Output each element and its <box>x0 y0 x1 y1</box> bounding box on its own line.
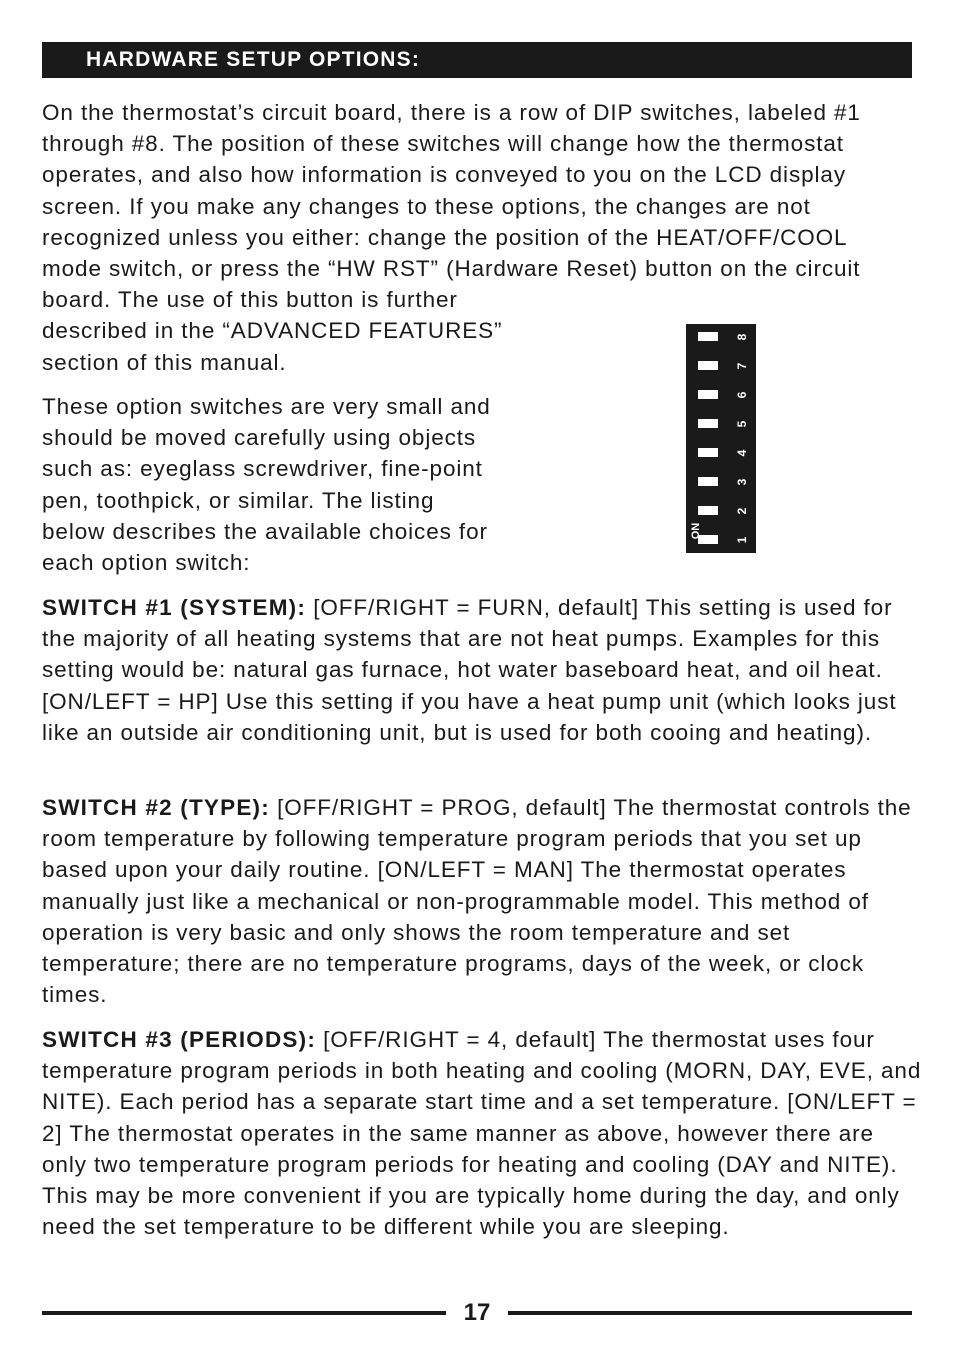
section-header <box>42 42 912 78</box>
switch-3-text: [OFF/RIGHT = 4, default] The thermostat uses four temperature program periods in both heating and cooling (MORN, DAY, EVE, and NITE). Each period has a separate start time and a set temperature. [ON/LEFT = 2] The thermostat operates in the same manner as above, however there are only two temperature program periods for heating and cooling (DAY and NITE). This may be more convenient if you are typically home during the day, and only need the set temperature to be different while you are sleeping. <box>42 1027 922 1240</box>
switch-1-description <box>42 592 922 748</box>
intro-line: section of this manual. <box>42 349 287 375</box>
intro-line: operates, and also how information is conveyed to you on the LCD display <box>42 162 846 188</box>
intro-line: below describes the available choices for <box>42 518 488 544</box>
dip-switch-8 <box>698 332 728 341</box>
dip-switch-2 <box>698 506 728 515</box>
switch-1-label: SWITCH #1 (SYSTEM): <box>42 595 307 620</box>
intro-line: through #8. The position of these switches will change how the thermostat <box>42 131 844 157</box>
footer-rule-right <box>508 1311 912 1315</box>
section-title: HARDWARE SETUP OPTIONS: <box>86 48 421 71</box>
dip-on-label: ON <box>690 522 702 540</box>
intro-line: recognized unless you either: change the position of the HEAT/OFF/COOL <box>42 224 848 250</box>
dip-number: 1 <box>735 536 749 544</box>
dip-number: 4 <box>735 449 749 457</box>
intro-line: mode switch, or press the “HW RST” (Hardware Reset) button on the circuit <box>42 256 861 282</box>
dip-number: 2 <box>735 507 749 515</box>
dip-switch-7 <box>698 361 728 370</box>
dip-number: 8 <box>735 333 749 341</box>
intro-line: screen. If you make any changes to these options, the changes are not <box>42 193 811 219</box>
dip-switch-3 <box>698 477 728 486</box>
intro-line: should be moved carefully using objects <box>42 425 477 451</box>
switch-2-description <box>42 792 922 1010</box>
dip-switch-6 <box>698 390 728 399</box>
switch-3-description <box>42 1024 922 1242</box>
switch-2-text: [OFF/RIGHT = PROG, default] The thermostat controls the room temperature by following temperature program periods that you set up based upon your daily routine. [ON/LEFT = MAN] The thermostat operates manually just like a mechanical or non-programmable model. This method of operation is very basic and only shows the room temperature and set temperature; there are no temperature programs, days of the week, or clock times. <box>42 795 912 1008</box>
switch-3-label: SWITCH #3 (PERIODS): <box>42 1027 317 1052</box>
switch-2-label: SWITCH #2 (TYPE): <box>42 795 270 820</box>
dip-number: 6 <box>735 391 749 399</box>
intro-line: pen, toothpick, or similar. The listing <box>42 487 435 513</box>
dip-switch-4 <box>698 448 728 457</box>
dip-switch-illustration <box>686 324 756 553</box>
intro-line: such as: eyeglass screwdriver, fine-point <box>42 456 483 482</box>
intro-line: On the thermostat’s circuit board, there is a row of DIP switches, labeled #1 <box>42 100 861 125</box>
dip-number: 3 <box>735 478 749 486</box>
intro-line: board. The use of this button is further <box>42 287 458 313</box>
intro-line: described in the “ADVANCED FEATURES” <box>42 318 503 344</box>
page-number: 17 <box>463 1299 491 1326</box>
switch-1-text: [OFF/RIGHT = FURN, default] This setting is used for the majority of all heating systems that are not heat pumps. Examples for this setting would be: natural gas furnace, hot water baseboard heat, and oil heat. [ON/LEFT = HP] Use this setting if you have a heat pump unit (which looks just like an outside air conditioning unit, but is used for both cooing and heating). <box>42 595 897 745</box>
intro-line: These option switches are very small and <box>42 394 491 419</box>
intro-paragraph-2 <box>42 391 491 578</box>
dip-switch-5 <box>698 419 728 428</box>
dip-number: 5 <box>735 420 749 428</box>
footer-rule-left <box>42 1311 446 1315</box>
intro-line: each option switch: <box>42 550 251 576</box>
dip-number: 7 <box>735 362 749 370</box>
